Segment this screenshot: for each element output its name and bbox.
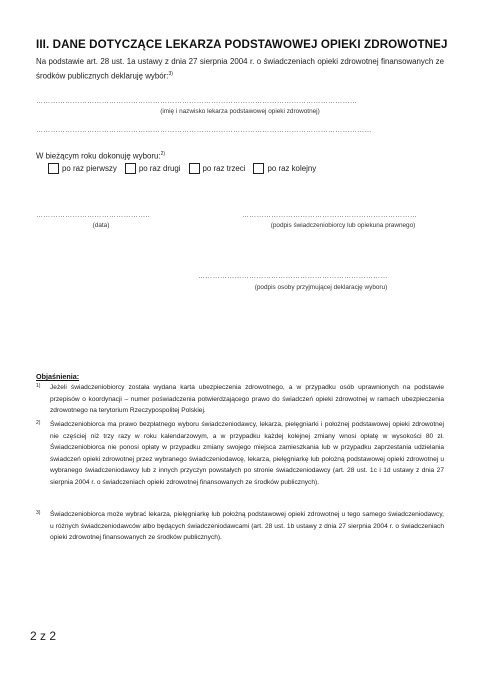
checkbox-next[interactable] — [253, 163, 264, 174]
choice-footnote-ref: 2) — [160, 151, 166, 157]
choice-third[interactable] — [189, 163, 246, 174]
section-title: III. DANE DOTYCZĄCE LEKARZA PODSTAWOWEJ OPIEKI ZDROWOTNEJ — [36, 38, 448, 51]
date-line[interactable]: ……………………………………….. — [36, 212, 150, 219]
receiver-signature-line[interactable]: …………………………………………………………………… — [198, 273, 388, 280]
doctor-name-line-2[interactable]: ………………………………………………………………………………………………………………………… — [36, 127, 372, 134]
intro-text: Na podstawie art. 28 ust. 1a ustawy z dnia 27 sierpnia 2004 r. o świadczeniach opieki zdrowotnej finansowanych ze środków publicznych deklaruję wybór: — [36, 57, 444, 81]
choice-question — [36, 148, 165, 163]
choice-options — [48, 163, 324, 174]
choice-second[interactable] — [125, 163, 181, 174]
note-2-text: Świadczeniobiorca ma prawo bezpłatnego wyboru świadczeniodawcy, lekarza, pielęgniarki i położnej podstawowej opieki zdrowotnej nie częściej niż trzy razy w roku kalendarzowym, a w przypadku każdej kolejnej zmiany wnosi opłatę w wysokości 80 zł. Świadczeniobiorca nie ponosi opłaty w przypadku zmiany swojego miejsca zamieszkania lub w przypadku zaprzestania udzielania świadczeń opieki zdrowotnej przez wybranego świadczeniodawcę, lekarza, pielęgniarkę lub położną podstawowej opieki zdrowotnej u wybranego świadczeniodawcy lub z innych przyczyn powstałych po stronie świadczeniodawcy (art. 28 ust. 1c i 1d ustawy z dnia 27 sierpnia 2004 r. o świadczeniach opieki zdrowotnej finansowanych ze środków publicznych). — [50, 421, 444, 486]
doctor-name-line[interactable]: …………………………………………………………………………………………………………………… — [36, 98, 358, 105]
choice-next-label: po raz kolejny — [267, 164, 317, 173]
note-1 — [36, 382, 444, 417]
checkbox-third[interactable] — [189, 163, 200, 174]
note-2-number: 2) — [36, 420, 41, 426]
date-caption: (data) — [92, 222, 110, 229]
choice-second-label: po raz drugi — [138, 164, 181, 173]
signature-line[interactable]: ……………………………………………………………… — [242, 212, 418, 219]
choice-first[interactable] — [48, 163, 117, 174]
checkbox-second[interactable] — [125, 163, 136, 174]
note-1-number: 1) — [36, 383, 41, 389]
signature-caption: (podpis świadczeniobiorcy lub opiekuna prawnego) — [270, 222, 416, 229]
notes-title: Objaśnienia: — [36, 372, 80, 381]
doctor-name-caption: (imię i nazwisko lekarza podstawowej opieki zdrowotnej) — [160, 108, 320, 115]
choice-next[interactable] — [253, 163, 316, 174]
receiver-signature-caption: (podpis osoby przyjmującej deklarację wyboru) — [254, 284, 388, 291]
note-3 — [36, 509, 444, 544]
note-1-text: Jeżeli świadczeniobiorcy została wydana karta ubezpieczenia zdrowotnego, a w przypadku osób uprawnionych na podstawie przepisów o koordynacji – numer poświadczenia potwierdzającego prawo do świadczeń opieki zdrowotnej w ramach ubezpieczenia zdrowotnego na terytorium Rzeczypospolitej Polskiej. — [50, 384, 444, 415]
choice-first-label: po raz pierwszy — [62, 164, 117, 173]
intro-paragraph — [36, 56, 444, 83]
choice-question-text: W bieżącym roku dokonuję wyboru: — [36, 151, 161, 161]
note-3-text: Świadczeniobiorca może wybrać lekarza, pielęgniarkę lub położną podstawowej opieki zdrowotnej u tego samego świadczeniodawcy, u różnych świadczeniodawców albo będących świadczeniodawcami (art. 28 ust. 1b ustawy z dnia 27 sierpnia 2004 r. o świadczeniach opieki zdrowotnej finansowanych ze środków publicznych). — [50, 511, 444, 542]
note-3-number: 3) — [36, 510, 41, 516]
checkbox-first[interactable] — [48, 163, 59, 174]
page-number: 2 z 2 — [30, 629, 57, 643]
choice-third-label: po raz trzeci — [202, 164, 246, 173]
note-2 — [36, 419, 444, 489]
intro-footnote-ref: 3) — [168, 71, 173, 77]
